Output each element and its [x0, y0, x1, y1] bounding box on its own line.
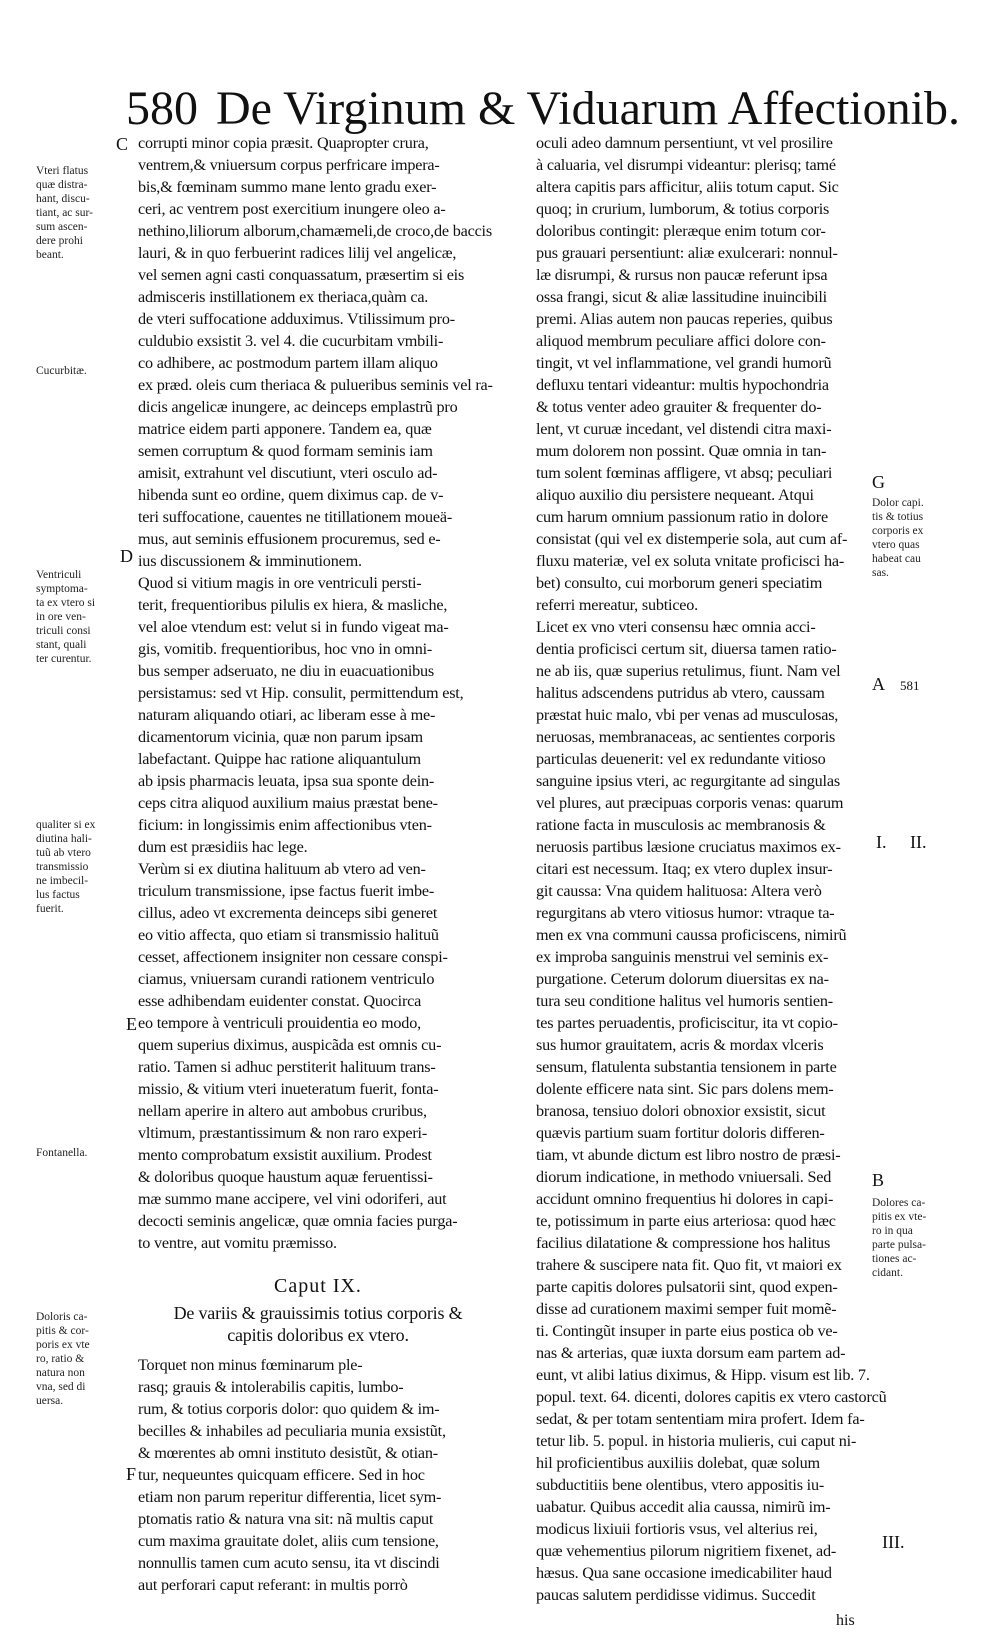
margin-note-line: in ore ven- — [36, 611, 86, 623]
text-line: doloribus contingit: pleræque enim totum cor- — [536, 222, 826, 240]
text-line: uabatur. Quibus accedit alia caussa, nimirũ im- — [536, 1498, 831, 1516]
margin-note-line: pitis & cor- — [36, 1325, 89, 1337]
text-line: vel semen agni casti conquassatum, præsertim si eis — [138, 266, 465, 284]
text-line: eunt, vt alibi latius diximus, & Hipp. visum est lib. 7. — [536, 1366, 870, 1384]
text-line: diorum indicatione, in methodo vniuersali. Sed — [536, 1168, 832, 1186]
text-line: lent, vt curuæ incedant, vel distendi citra maxi- — [536, 420, 832, 438]
text-line: læ disrumpi, & rursus non paucæ referunt ipsa — [536, 266, 828, 284]
text-line: Verùm si ex diutina halituum ab vtero ad ven- — [138, 860, 426, 878]
text-line: esse adhibendam euidenter constat. Quocirca — [138, 992, 422, 1010]
text-line: à caluaria, vel disrumpi videantur: plerisq; tamé — [536, 156, 836, 174]
text-line: admisceris instillationem ex theriaca,quàm ca. — [138, 288, 429, 306]
text-line: quem superius diximus, auspicãda est omnis cu- — [138, 1036, 442, 1054]
text-line: ficium: in longissimis enim affectionibus vten- — [138, 816, 432, 834]
text-line: nethino,liliorum alborum,chamæmeli,de croco,de baccis — [138, 222, 492, 240]
text-line: accidunt omnino frequentius hi dolores in capi- — [536, 1190, 834, 1208]
margin-note-vteri-flatus — [36, 164, 93, 262]
margin-note-line: ro, ratio & — [36, 1353, 85, 1365]
text-line: matrice eidem parti apponere. Tandem ea, quæ — [138, 420, 432, 438]
text-line: aliquod membrum peculiare affici dolore con- — [536, 332, 826, 350]
margin-note-line: Doloris ca- — [36, 1311, 88, 1323]
margin-note-line: tiones ac- — [872, 1253, 917, 1265]
text-line: tura seu conditione halitus vel humoris sentien- — [536, 992, 833, 1010]
margin-note-line: tis & totius — [872, 511, 924, 523]
margin-note-line: pitis ex vte- — [872, 1211, 927, 1223]
text-line: nas & arterias, quæ iuxta dorsum eam partem ad- — [536, 1344, 846, 1362]
text-line: neruosis partibus læsione cruciatus maximos ex- — [536, 838, 841, 856]
text-line: purgatione. Ceterum dolorum diuersitas ex na- — [536, 970, 829, 988]
text-line: oculi adeo damnum persentiunt, vt vel prosilire — [536, 134, 833, 152]
text-line: hibenda sunt eo ordine, quem diximus cap. de v- — [138, 486, 444, 504]
text-line: hæsus. Qua sane occasione imedicabiliter haud — [536, 1564, 832, 1582]
text-line: Quod si vitium magis in ore ventriculi persti- — [138, 574, 422, 592]
text-line: gis, vomitib. frequentioribus, hoc vno in omni- — [138, 640, 433, 658]
margin-note-line: sum ascen- — [36, 221, 88, 233]
margin-note-line: beant. — [36, 249, 64, 261]
text-line: vel aloe vtendum est: velut si in fundo vigeat ma- — [138, 618, 449, 636]
subtitle-line: capitis doloribus ex vtero. — [227, 1325, 409, 1345]
roman-numeral-iii: III. — [882, 1532, 905, 1552]
text-line: ciamus, vniuersam curandi rationem ventriculo — [138, 970, 435, 988]
margin-note-line: diutina hali- — [36, 833, 92, 845]
subtitle-line: De variis & grauissimis totius corporis & — [173, 1303, 463, 1323]
margin-note-line: stant, quali — [36, 639, 87, 651]
margin-note-fontanella — [36, 1146, 87, 1160]
text-line: mus, aut seminis effusionem procuremus, sed e- — [138, 530, 441, 548]
text-line: persistamus: sed vt Hip. consulit, permittendum est, — [138, 684, 464, 702]
margin-note-ventriculi — [36, 568, 95, 666]
text-line: nellam aperire in altero aut ambobus cruribus, — [138, 1102, 427, 1120]
text-line: popul. text. 64. dicenti, dolores capitis ex vtero castorcũ — [536, 1388, 887, 1406]
text-line: men ex vna communi caussa proficiscens, nimirũ — [536, 926, 847, 944]
text-line: ti. Contingũt insuper in parte eius postica ob ve- — [536, 1322, 838, 1340]
left-paragraph-1 — [138, 132, 498, 572]
text-line: tum solent fœminas affligere, vt absq; peculiari — [536, 464, 833, 482]
section-letter-d: D — [120, 546, 133, 566]
text-line: tes partes peruadentis, proficiscitur, ita vt copio- — [536, 1014, 838, 1032]
text-line: tingit, vt vel inflammatione, vel grandi humorũ — [536, 354, 832, 372]
margin-note-line: parte pulsa- — [872, 1239, 926, 1251]
left-paragraph-2 — [138, 572, 498, 858]
text-line: dicamentorum vicinia, quæ non parum ipsam — [138, 728, 423, 746]
text-line: facilius dilatatione & compressione hos halitus — [536, 1234, 831, 1252]
text-line: vel plures, aut præcipuas corporis venas: quarum — [536, 794, 844, 812]
margin-note-line: symptoma- — [36, 583, 88, 595]
margin-note-line: tiant, ac sur- — [36, 207, 93, 219]
running-title: De Virginum & Viduarum Affectionib. — [216, 82, 960, 135]
text-line: trahere & suscipere nata fit. Quo fit, vt maiori ex — [536, 1256, 842, 1274]
text-line: parte capitis dolores pulsatorii sint, quod expen- — [536, 1278, 838, 1296]
roman-numeral-i: I. — [876, 832, 887, 852]
text-line: quæ vehementius pilorum nigritiem fixenet, ad- — [536, 1542, 837, 1560]
text-line: consistat (qui vel ex distemperie sola, aut cum af- — [536, 530, 848, 548]
margin-note-line: ter curentur. — [36, 653, 92, 665]
margin-note-line: poris ex vte — [36, 1339, 90, 1351]
text-line: cum maxima grauitate dolet, aliis cum tensione, — [138, 1532, 439, 1550]
margin-note-line: vtero quas — [872, 539, 920, 551]
catchword: his — [836, 1612, 855, 1629]
text-line: bus semper adseruato, ne diu in euacuationibus — [138, 662, 435, 680]
margin-note-line: sas. — [872, 567, 889, 579]
text-line: defluxu tentari videantur: multis hypochondria — [536, 376, 829, 394]
text-line: Licet ex vno vteri consensu hæc omnia acci- — [536, 618, 816, 636]
margin-note-dolores-capitis — [872, 1196, 926, 1280]
text-line: becilles & inhabiles ad peculiaria munia exsistũt, — [138, 1422, 446, 1440]
margin-note-line: Dolores ca- — [872, 1197, 926, 1209]
text-line: aliquo auxilio diu persistere nequeant. Atqui — [536, 486, 814, 504]
margin-note-line: ne imbecil- — [36, 875, 89, 887]
text-line: triculum transmissione, ipse factus fuerit imbe- — [138, 882, 435, 900]
text-line: sensum, flatulenta substantia tensionem in parte — [536, 1058, 837, 1076]
text-line: particulas deuenerit: vel ex redundante vitioso — [536, 750, 826, 768]
text-line: quoq; in crurium, lumborum, & totius corporis — [536, 200, 830, 218]
text-line: dentia proficisci certum sit, diuersa tamen ratio- — [536, 640, 837, 658]
margin-note-line: lus factus — [36, 889, 80, 901]
text-line: tetur lib. 5. popul. in historia mulieris, cui caput ni- — [536, 1432, 857, 1450]
text-line: nonnullis tamen cum acuto sensu, ita vt discindi — [138, 1554, 440, 1572]
section-letter-a: A — [872, 674, 885, 694]
text-line: branosa, tensiuo dolori obnoxior exsistit, sicut — [536, 1102, 826, 1120]
text-line: missio, & vitium vteri inueteratum fuerit, fonta- — [138, 1080, 439, 1098]
text-line: neruosas, membranaceas, ac sentientes corporis — [536, 728, 836, 746]
text-line: corrupti minor copia præsit. Quapropter crura, — [138, 134, 429, 152]
margin-note-line: hant, discu- — [36, 193, 90, 205]
text-line: tiam, vt abunde dictum est libro nostro de præsi- — [536, 1146, 841, 1164]
text-line: semen corruptum & quod formam seminis iam — [138, 442, 433, 460]
text-line: & mœrentes ab omni instituto desistũt, & otian- — [138, 1444, 438, 1462]
margin-note-line: fuerit. — [36, 903, 64, 915]
text-line: ratio. Tamen si adhuc perstiterit halituum trans- — [138, 1058, 436, 1076]
margin-note-line: Dolor capi. — [872, 497, 924, 509]
chapter-heading: Caput IX. — [274, 1275, 362, 1297]
margin-note-line: habeat cau — [872, 553, 921, 565]
section-letter-f: F — [126, 1464, 137, 1484]
margin-note-line: triculi consi — [36, 625, 91, 637]
text-line: cesset, affectionem insigniter non cessare conspi- — [138, 948, 448, 966]
margin-note-line: uersa. — [36, 1395, 64, 1407]
text-line: cum harum omnium passionum ratio in dolore — [536, 508, 828, 526]
next-page-reference: 581 — [900, 678, 920, 693]
text-line: naturam aliquando otiari, ac liberam esse à me- — [138, 706, 436, 724]
text-line: ne ab iis, quæ superius retulimus, fiunt. Nam vel — [536, 662, 841, 680]
margin-note-line: Vteri flatus — [36, 165, 89, 177]
margin-note-cucurbitae — [36, 364, 87, 378]
text-line: etiam non parum reperitur differentia, licet sym- — [138, 1488, 442, 1506]
margin-note-line: natura non — [36, 1367, 85, 1379]
text-line: & totus venter adeo grauiter & frequenter do- — [536, 398, 822, 416]
page-number: 580 — [126, 82, 198, 135]
margin-note-qualiter — [36, 818, 95, 916]
text-line: git caussa: Vna quidem halituosa: Altera verò — [536, 882, 822, 900]
text-line: co adhibere, ac postmodum partem illam aliquo — [138, 354, 438, 372]
text-line: amisit, extrahunt vel discutiunt, vteri osculo ad- — [138, 464, 438, 482]
text-line: labefactant. Quippe hac ratione aliquantulum — [138, 750, 421, 768]
text-line: de vteri suffocatione adduximus. Vtilissimum pro- — [138, 310, 455, 328]
right-paragraph-2 — [536, 616, 896, 1606]
text-line: mento comprobatum exsistit auxilium. Prodest — [138, 1146, 432, 1164]
margin-note-line: cidant. — [872, 1267, 903, 1279]
text-line: to ventre, aut vomitu præmisso. — [138, 1234, 337, 1252]
text-line: ratione facta in musculosis ac membranosis & — [536, 816, 826, 834]
margin-note-line: corporis ex — [872, 525, 924, 537]
margin-note-line: ta ex vtero si — [36, 597, 96, 609]
text-line: ceps citra aliquod auxilium maius præstat bene- — [138, 794, 438, 812]
text-line: modicus lixiuii fortioris vsus, vel alterius rei, — [536, 1520, 818, 1538]
text-line: ceri, ac ventrem post exercitium inungere oleo a- — [138, 200, 446, 218]
left-paragraph-4 — [138, 1354, 498, 1596]
text-line: decocti seminis angelicæ, quæ omnia facies purga- — [138, 1212, 458, 1230]
text-line: vltimum, præstantissimum & non raro experi- — [138, 1124, 428, 1142]
left-column — [138, 132, 498, 1596]
text-line: terit, frequentioribus pilulis ex hiera, & masliche, — [138, 596, 448, 614]
text-line: rum, & totius corporis dolor: quo quidem & im- — [138, 1400, 440, 1418]
margin-note-line: qualiter si ex — [36, 819, 96, 831]
section-letter-e: E — [126, 1014, 137, 1034]
text-line: ius discussionem & imminutionem. — [138, 552, 362, 570]
margin-note-line: Ventriculi — [36, 569, 82, 581]
text-line: ab ipsis pharmacis leuata, ipsa sua sponte dein- — [138, 772, 435, 790]
text-line: sedat, & per totam sententiam mira profert. Idem fa- — [536, 1410, 865, 1428]
text-line: dolente efficere nata sint. Sic pars dolens mem- — [536, 1080, 834, 1098]
text-line: tur, nequeuntes quicquam efficere. Sed in hoc — [138, 1466, 425, 1484]
text-line: ex improba sanguinis menstrui vel seminis ex- — [536, 948, 829, 966]
margin-note-line: vna, sed di — [36, 1381, 86, 1393]
text-line: dicis angelicæ inungere, ac deinceps emplastrũ pro — [138, 398, 458, 416]
right-column — [536, 132, 896, 1606]
text-line: pus grauari persentiunt: aliæ exulcerari: nonnul- — [536, 244, 838, 262]
text-line: mum dolorem non possint. Quæ omnia in tan- — [536, 442, 827, 460]
text-line: disse ad curationem maximi semper fuit momẽ- — [536, 1300, 837, 1318]
text-line: ventrem,& vniuersum corpus perfricare impera- — [138, 156, 440, 174]
margin-note-line: transmissio — [36, 861, 89, 873]
roman-numeral-ii: II. — [910, 832, 927, 852]
text-line: eo tempore à ventriculi prouidentia eo modo, — [138, 1014, 421, 1032]
text-line: dum est præsidiis hac lege. — [138, 838, 308, 856]
text-line: subductitiis bene olentibus, vtero appositis iu- — [536, 1476, 825, 1494]
text-line: & doloribus quoque haustum aquæ feruentissi- — [138, 1168, 433, 1186]
text-line: ossa frangi, sicut & aliæ lassitudine inuincibili — [536, 288, 827, 306]
margin-note-dolor-capitis — [872, 496, 924, 580]
section-letter-c: C — [116, 134, 129, 154]
margin-note-line: tuũ ab vtero — [36, 847, 91, 859]
text-line: premi. Alias autem non paucas reperies, quibus — [536, 310, 833, 328]
text-line: Torquet non minus fœminarum ple- — [138, 1356, 363, 1374]
text-line: bis,& fœminam summo mane lento gradu exer- — [138, 178, 437, 196]
text-line: bet) consulto, cui morborum generi speciatim — [536, 574, 823, 592]
margin-note-line: quæ distra- — [36, 179, 88, 191]
text-line: paucas salutem perdidisse vidimus. Succedit — [536, 1586, 816, 1604]
text-line: ptomatis ratio & natura vna sit: nã multis caput — [138, 1510, 434, 1528]
margin-note-line: Cucurbitæ. — [36, 365, 87, 377]
chapter-subtitle — [138, 1302, 498, 1346]
text-line: teri suffocatione, cauentes ne titillationem moueä- — [138, 508, 453, 526]
text-line: citari est necessum. Itaq; ex vtero duplex insur- — [536, 860, 833, 878]
text-line: lauri, & in quo ferbuerint radices lilij vel angelicæ, — [138, 244, 457, 262]
section-letter-b: B — [872, 1170, 885, 1190]
text-line: præstat huic malo, vbi per venas ad musculosas, — [536, 706, 839, 724]
text-line: mæ summo mane accipere, vel vini odoriferi, aut — [138, 1190, 447, 1208]
section-letter-g: G — [872, 472, 885, 492]
text-line: sus humor grauitatem, acris & mordax vlceris — [536, 1036, 824, 1054]
text-line: culdubio exsistit 3. vel 4. die cucurbitam vmbili- — [138, 332, 444, 350]
right-paragraph-1 — [536, 132, 896, 616]
text-line: sanguine ipsius vteri, ac regurgitante ad singulas — [536, 772, 840, 790]
text-line: te, potissimum in parte eius arteriosa: quod hæc — [536, 1212, 836, 1230]
text-line: rasq; grauis & intolerabilis capitis, lumbo- — [138, 1378, 404, 1396]
text-line: cillus, adeo vt excrementa deinceps sibi generet — [138, 904, 438, 922]
left-paragraph-3 — [138, 858, 498, 1254]
margin-note-line: Fontanella. — [36, 1147, 88, 1159]
margin-note-line: dere prohi — [36, 235, 83, 247]
text-line: ex præd. oleis cum theriaca & pulueribus seminis vel ra- — [138, 376, 493, 394]
text-line: referri mereatur, subticeo. — [536, 596, 699, 614]
text-line: eo vitio affecta, quo etiam si transmissio halituũ — [138, 926, 439, 944]
text-line: aut perforari caput referant: in multis porrò — [138, 1576, 408, 1594]
text-line: altera capitis pars afficitur, aliis totum caput. Sic — [536, 178, 839, 196]
text-line: fluxu materiæ, vel ex soluta vnitate proficisci ha- — [536, 552, 845, 570]
text-line: halitus adscendens putridus ab vtero, caussam — [536, 684, 825, 702]
margin-note-doloris — [36, 1310, 90, 1408]
text-line: regurgitans ab vtero vitiosus humor: vtraque ta- — [536, 904, 835, 922]
margin-note-line: ro in qua — [872, 1225, 913, 1237]
text-line: hil proficientibus auxiliis dolebat, quæ solum — [536, 1454, 820, 1472]
text-line: quævis partium suam fortitur doloris differen- — [536, 1124, 825, 1142]
